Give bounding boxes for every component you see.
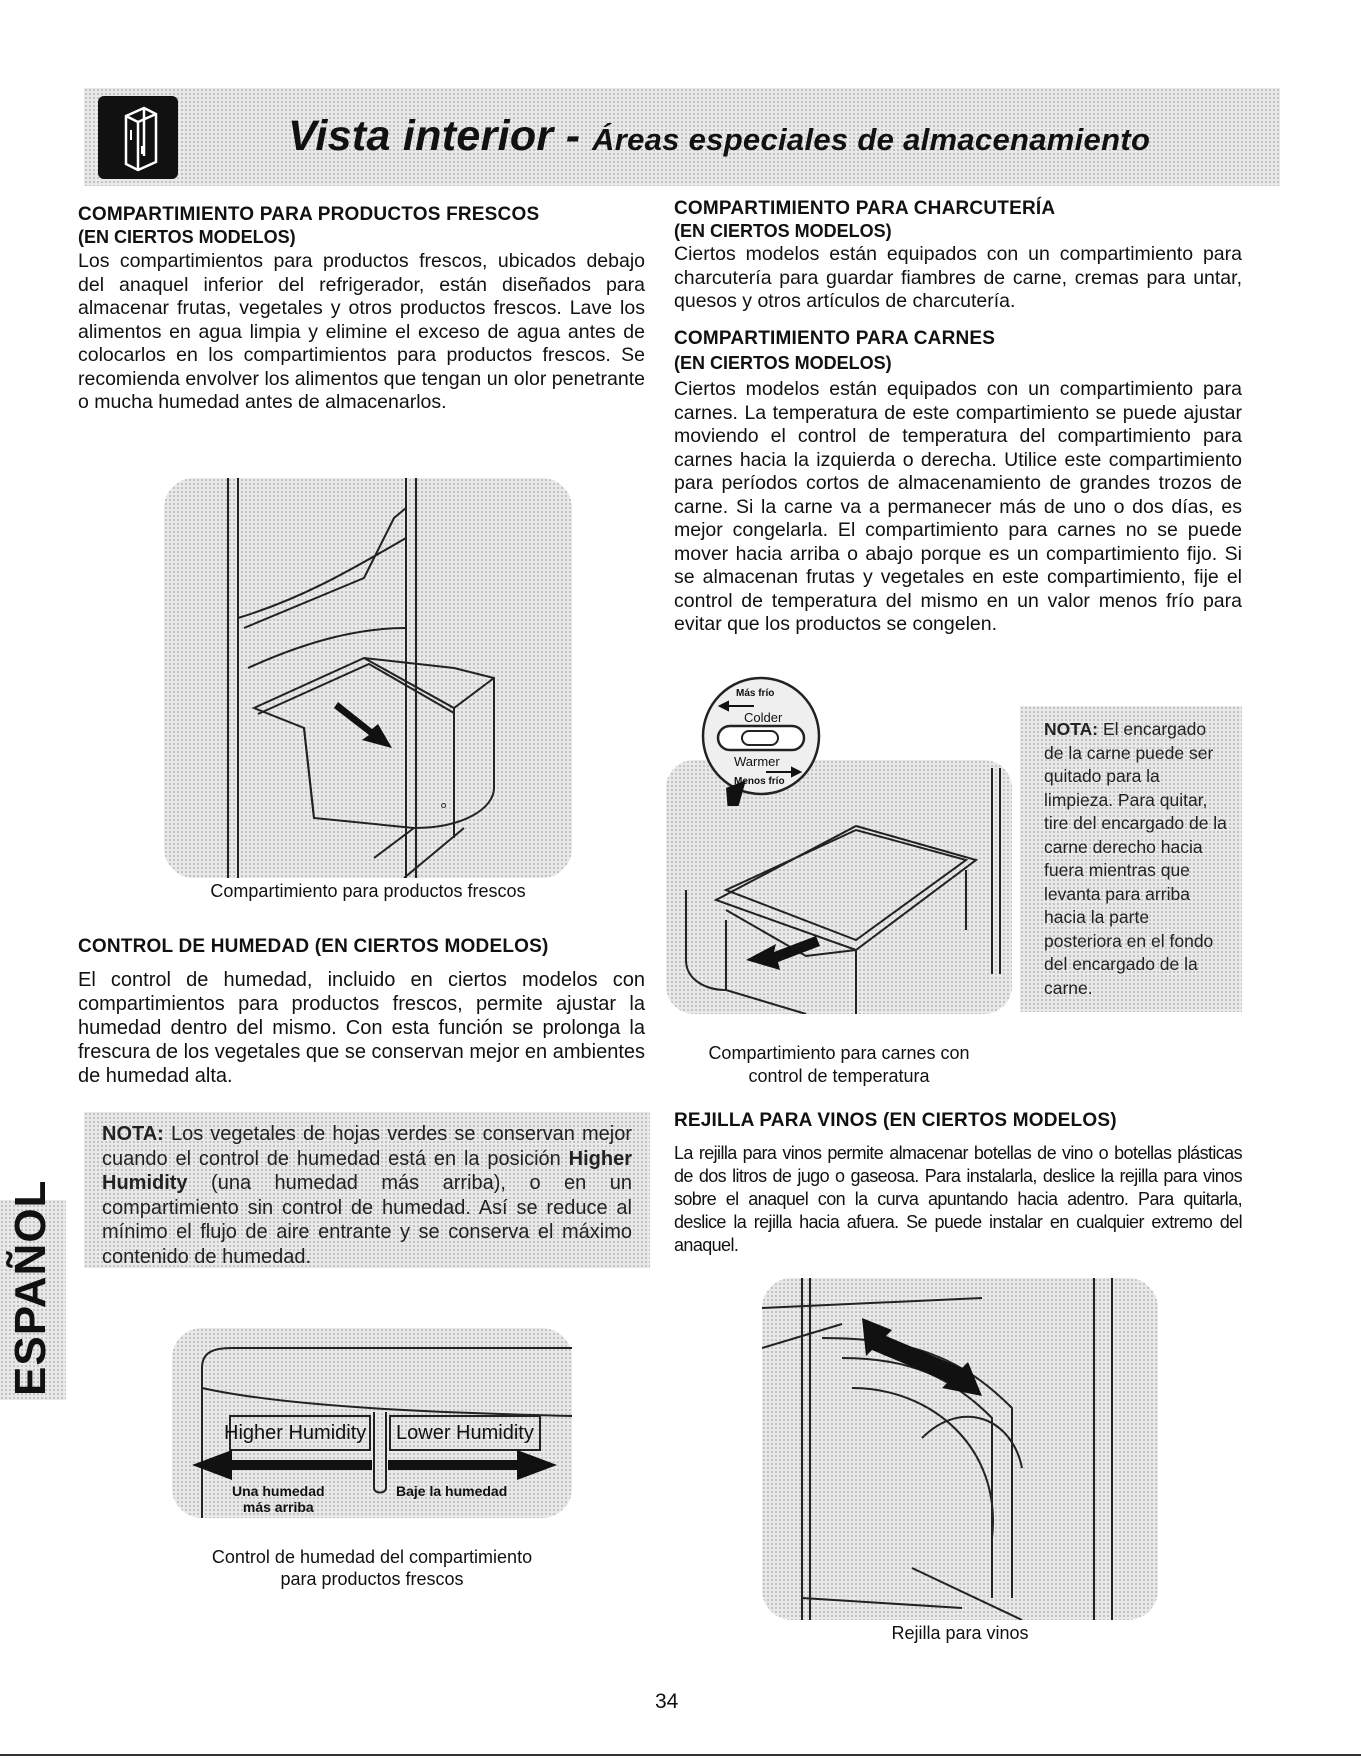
title-main: Vista interior - <box>288 112 581 160</box>
meat-section <box>674 328 1242 637</box>
deli-body: Ciertos modelos están equipados con un compartimiento para charcutería para guardar fiambres de carne, cremas para untar, quesos y otros artículos de charcutería. <box>674 243 1242 312</box>
meat-note-label: NOTA: <box>1044 719 1099 739</box>
humidity-note-part2: (una humedad más arriba), o en un compartimiento sin control de humedad. Así se reduce al mínimo el flujo de aire entrante y se conserva el máximo contenido de humedad. <box>102 1172 632 1268</box>
meat-caption <box>666 1042 1012 1088</box>
dial-warmer: Warmer <box>734 754 780 769</box>
meat-heading: COMPARTIMIENTO PARA CARNES <box>674 328 996 349</box>
crisper-heading: COMPARTIMIENTO PARA PRODUCTOS FRESCOS <box>78 204 540 225</box>
humidity-note-part1: Los vegetales de hojas verdes se conservan mejor cuando el control de humedad está en la posición <box>102 1123 632 1170</box>
meat-body: Ciertos modelos están equipados con un compartimiento para carnes. La temperatura de este compartimiento se puede ajustar moviendo el control de temperatura del compartimiento para carnes hacia la izquierda o derecha. Utilice este compartimiento para períodos cortos de almacenamiento de grandes trozos de carne. Si la carne va a permanecer más de uno o dos días, es mejor congelarla. El compartimiento para carnes no se puede mover hacia arriba o abajo porque es un compartimiento fijo. Si se almacenan frutas y vegetales en este compartimiento, fije el control de temperatura del mismo en un valor menos frío para evitar que los productos se congelen. <box>674 378 1242 635</box>
crisper-caption: Compartimiento para productos frescos <box>210 881 526 901</box>
header-banner <box>84 88 1280 186</box>
language-label: ESPAÑOL <box>6 1179 55 1396</box>
page-number: 34 <box>655 1690 679 1713</box>
wine-heading: REJILLA PARA VINOS (EN CIERTOS MODELOS) <box>674 1110 1117 1131</box>
page-title <box>288 112 1150 161</box>
dial-colder: Colder <box>744 710 783 725</box>
crisper-section <box>78 204 645 415</box>
humidity-caption-line2: para productos frescos <box>280 1569 464 1589</box>
wine-caption: Rejilla para vinos <box>891 1623 1029 1643</box>
humidity-note-bold: Higher Humidity <box>102 1147 632 1194</box>
higher-humidity-es <box>232 1483 325 1515</box>
lower-humidity-label: Lower Humidity <box>396 1422 534 1444</box>
wine-rack-illustration <box>762 1278 1158 1620</box>
bottom-rule <box>0 1754 1361 1756</box>
higher-humidity-es-line1: Una humedad <box>232 1483 325 1499</box>
wine-section <box>674 1110 1242 1257</box>
temperature-dial <box>696 676 826 806</box>
crisper-subheading: (EN CIERTOS MODELOS) <box>78 227 296 247</box>
dial-mas-frio: Más frío <box>736 688 775 699</box>
deli-subheading: (EN CIERTOS MODELOS) <box>674 221 892 241</box>
dial-menos-frio: Menos frío <box>734 776 785 787</box>
humidity-section <box>78 936 645 1088</box>
meat-note-text: El encargado de la carne puede ser quitado para la limpieza. Para quitar, tire del encargado de la carne derecho hacia fuera mientras que levanta para arriba hacia la parte posteriora en el fondo del encargado de la carne. <box>1044 719 1227 998</box>
crisper-illustration <box>164 478 572 878</box>
humidity-note-label: NOTA: <box>102 1123 164 1145</box>
deli-section <box>674 198 1242 314</box>
humidity-caption-line1: Control de humedad del compartimiento <box>211 1547 533 1567</box>
title-sub: Áreas especiales de almacenamiento <box>592 122 1151 157</box>
higher-humidity-label: Higher Humidity <box>224 1422 367 1444</box>
humidity-caption <box>172 1546 572 1590</box>
crisper-body: Los compartimientos para productos frescos, ubicados debajo del anaquel inferior del refrigerador, están diseñados para almacenar frutas, vegetales y otros productos frescos. Lave los alimentos en agua limpia y elimine el exceso de agua antes de colocarlos en los compartimientos para productos frescos. Se recomienda envolver los alimentos que tengan un olor penetrante o mucha humedad antes de almacenarlos. <box>78 250 645 413</box>
meat-subheading: (EN CIERTOS MODELOS) <box>674 353 892 373</box>
deli-heading: COMPARTIMIENTO PARA CHARCUTERÍA <box>674 198 1056 219</box>
higher-humidity-es-line2: más arriba <box>242 1499 314 1515</box>
wine-body: La rejilla para vinos permite almacenar botellas de vino o botellas plásticas de dos litros de jugo o gaseosa. Para instalarla, deslice la rejilla para vinos sobre el anaquel con la curva apuntando hacia adentro. Para quitarla, deslice la rejilla hacia afuera. Se puede instalar en cualquier extremo del anaquel. <box>674 1143 1242 1255</box>
refrigerator-icon <box>98 96 178 179</box>
humidity-note <box>84 1112 650 1268</box>
humidity-heading: CONTROL DE HUMEDAD (EN CIERTOS MODELOS) <box>78 936 549 957</box>
meat-caption-line2: control de temperatura <box>748 1066 930 1086</box>
meat-note <box>1020 706 1242 1012</box>
lower-humidity-es: Baje la humedad <box>396 1483 508 1499</box>
language-side-tab <box>0 1179 66 1400</box>
humidity-body: El control de humedad, incluido en ciertos modelos con compartimientos para productos frescos, permite ajustar la humedad dentro del mismo. Con esta función se prolonga la frescura de los vegetales que se conservan mejor en ambientes de humedad alta. <box>78 969 645 1087</box>
svg-text:°: ° <box>440 800 448 820</box>
humidity-control-illustration <box>172 1328 572 1518</box>
meat-caption-line1: Compartimiento para carnes con <box>708 1043 970 1063</box>
